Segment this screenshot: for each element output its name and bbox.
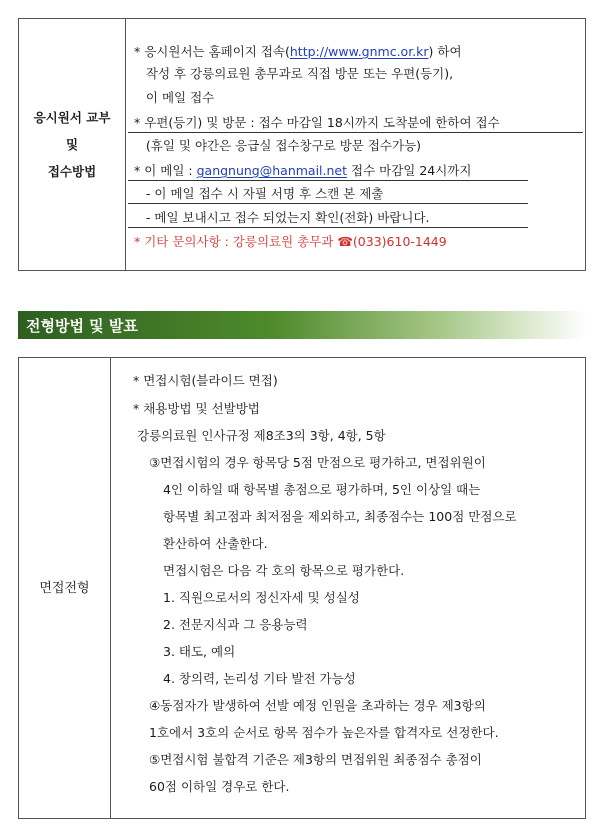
row-divider xyxy=(128,227,528,228)
interview-line: * 채용방법 및 선발방법 xyxy=(133,401,260,416)
interview-line: 면접시험은 다음 각 호의 항목으로 평가한다. xyxy=(163,563,405,578)
method-line xyxy=(134,137,421,155)
interview-line: 항목별 최고점과 최저점을 제외하고, 최종점수는 100점 만점으로 xyxy=(163,509,517,524)
interview-line: 강릉의료원 인사규정 제8조3의 3항, 4항, 5항 xyxy=(137,428,386,443)
line-text: 이 메일 접수 xyxy=(134,90,215,105)
application-method-label-cell xyxy=(19,19,126,270)
interview-line: 1호에서 3호의 순서로 항목 점수가 높은자를 합격자로 선정한다. xyxy=(149,725,499,740)
interview-line: 3. 태도, 예의 xyxy=(163,644,236,659)
line-text: * 기타 문의사항 : 강릉의료원 총무과 ☎(033)610-1449 xyxy=(134,234,447,249)
interview-label-cell xyxy=(19,358,111,818)
application-method-content-cell xyxy=(126,19,585,270)
interview-line: 2. 전문지식과 그 응용능력 xyxy=(163,617,308,632)
row-divider xyxy=(128,132,583,133)
method-line xyxy=(134,162,471,180)
method-line xyxy=(134,185,383,203)
line-text: 작성 후 강릉의료원 총무과로 직접 방문 또는 우편(등기), xyxy=(134,66,454,81)
method-line xyxy=(134,89,214,107)
label-line-2: 및 xyxy=(65,137,79,152)
line-text: - 이 메일 접수 시 자필 서명 후 스캔 본 제출 xyxy=(134,186,384,201)
interview-line: 4. 창의력, 논리성 기타 발전 가능성 xyxy=(163,671,356,686)
interview-line: ③면접시험의 경우 항목당 5점 만점으로 평가하고, 면접위원이 xyxy=(149,455,486,470)
line-text: ) 하여 xyxy=(428,44,462,59)
interview-line: ④동점자가 발생하여 선발 예정 인원을 초과하는 경우 제3항의 xyxy=(149,698,486,713)
row-divider xyxy=(128,180,528,181)
application-method-table xyxy=(18,18,586,271)
link-text[interactable]: gangnung@hanmail.net xyxy=(196,163,348,178)
interview-line: 1. 직원으로서의 정신자세 및 성실성 xyxy=(163,590,360,605)
label-line-3: 접수방법 xyxy=(47,164,97,179)
line-text: * 응시원서는 홈페이지 접속( xyxy=(134,44,290,59)
line-text: 접수 마감일 24시까지 xyxy=(347,163,472,178)
interview-label: 면접전형 xyxy=(39,580,90,596)
method-line xyxy=(134,65,453,83)
line-text: * 우편(등기) 및 방문 : 접수 마감일 18시까지 도착분에 한하여 접수 xyxy=(134,115,500,130)
section-header-bar xyxy=(18,311,586,339)
link-text[interactable]: http://www.gnmc.or.kr xyxy=(289,44,429,59)
interview-table xyxy=(18,357,586,819)
method-line xyxy=(134,233,447,251)
method-line xyxy=(134,43,462,61)
interview-content-cell xyxy=(111,358,585,818)
interview-line: ⑤면접시험 불합격 기준은 제3항의 면접위원 최종점수 총점이 xyxy=(149,752,482,767)
method-line xyxy=(134,114,500,132)
row-divider xyxy=(128,203,528,204)
interview-line: 4인 이하일 때 항목별 총점으로 평가하며, 5인 이상일 때는 xyxy=(163,482,481,497)
line-text: (휴일 및 야간은 응급실 접수창구로 방문 접수가능) xyxy=(134,138,422,153)
section-header-title: 전형방법 및 발표 xyxy=(26,317,138,335)
interview-line: * 면접시험(블라이드 면접) xyxy=(133,373,278,388)
interview-line: 환산하여 산출한다. xyxy=(163,536,268,551)
label-line-1: 응시원서 교부 xyxy=(33,110,111,125)
method-line xyxy=(134,209,430,227)
line-text: - 메일 보내시고 접수 되었는지 확인(전화) 바랍니다. xyxy=(134,210,430,225)
interview-line: 60점 이하일 경우로 한다. xyxy=(149,779,290,794)
line-text: * 이 메일 : xyxy=(134,163,197,178)
